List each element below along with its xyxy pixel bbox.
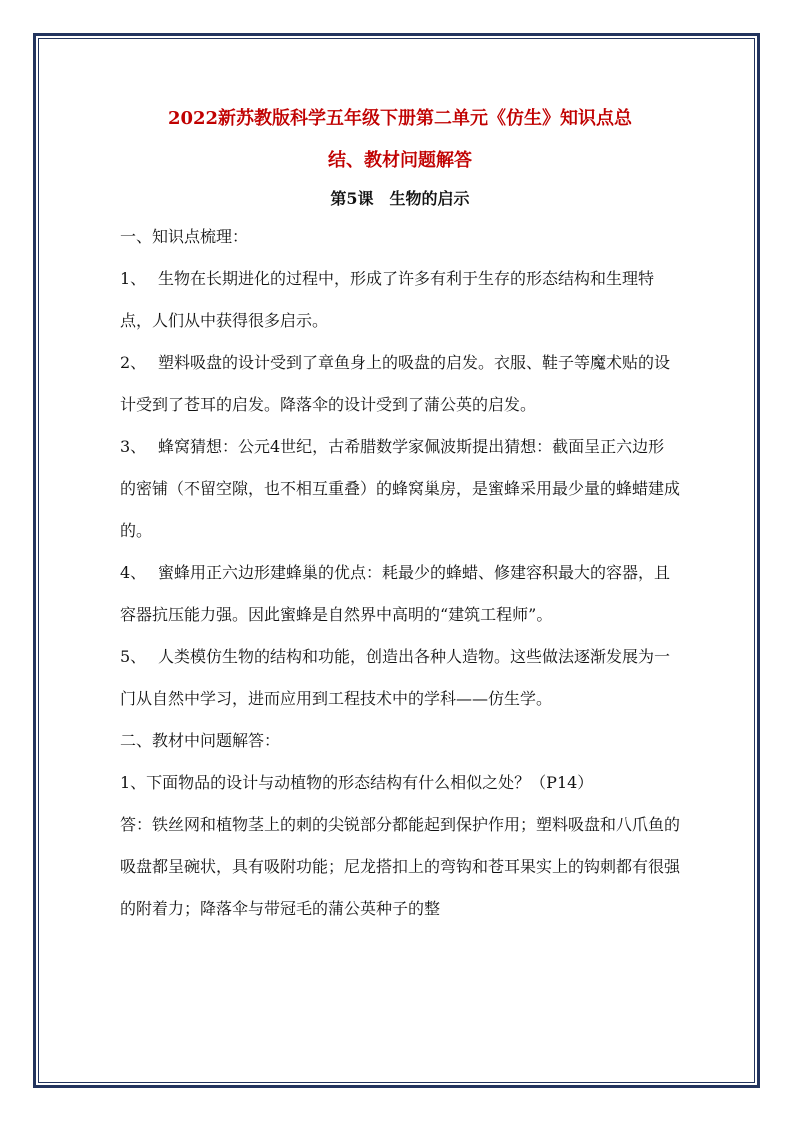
point-number: 3、 — [120, 437, 147, 456]
point-number: 1、 — [120, 269, 147, 288]
point-number: 5、 — [120, 647, 147, 666]
question-1: 1、下面物品的设计与动植物的形态结构有什么相似之处？（P14） — [120, 773, 594, 792]
document-body — [120, 98, 680, 930]
section-heading-knowledge: 一、知识点梳理： — [120, 227, 249, 246]
knowledge-point-2 — [120, 342, 680, 426]
section-heading-qa: 二、教材中问题解答： — [120, 731, 281, 750]
point-number: 4、 — [120, 563, 147, 582]
point-text: 蜂窝猜想：公元4世纪，古希腊数学家佩波斯提出猜想：截面呈正六边形的密铺（不留空隙，也不相互重叠）的蜂窝巢房，是蜜蜂采用最少量的蜂蜡建成的。 — [120, 437, 681, 540]
point-text: 人类模仿生物的结构和功能，创造出各种人造物。这些做法逐渐发展为一门从自然中学习，进而应用到工程技术中的学科——仿生学。 — [120, 647, 671, 708]
point-text: 生物在长期进化的过程中，形成了许多有利于生存的形态结构和生理特点，人们从中获得很多启示。 — [120, 269, 655, 330]
point-text: 塑料吸盘的设计受到了章鱼身上的吸盘的启发。衣服、鞋子等魔术贴的设计受到了苍耳的启发。降落伞的设计受到了蒲公英的启发。 — [120, 353, 671, 414]
knowledge-point-5 — [120, 636, 680, 720]
knowledge-point-3 — [120, 426, 680, 552]
point-number: 2、 — [120, 353, 147, 372]
answer-1: 答：铁丝网和植物茎上的刺的尖锐部分都能起到保护作用；塑料吸盘和八爪鱼的吸盘都呈碗状，具有吸附功能；尼龙搭扣上的弯钩和苍耳果实上的钩刺都有很强的附着力；降落伞与带冠毛的蒲公英种子的整 — [120, 815, 681, 918]
lesson-title: 第5课 生物的启示 — [330, 189, 470, 208]
document-title — [120, 98, 680, 182]
document-title-line2: 结、教材问题解答 — [328, 150, 472, 171]
document-title-line1: 2022新苏教版科学五年级下册第二单元《仿生》知识点总 — [167, 108, 633, 129]
point-text: 蜜蜂用正六边形建蜂巢的优点：耗最少的蜂蜡、修建容积最大的容器，且容器抗压能力强。因此蜜蜂是自然界中高明的“建筑工程师”。 — [120, 563, 671, 624]
knowledge-point-4 — [120, 552, 680, 636]
knowledge-point-1 — [120, 258, 680, 342]
